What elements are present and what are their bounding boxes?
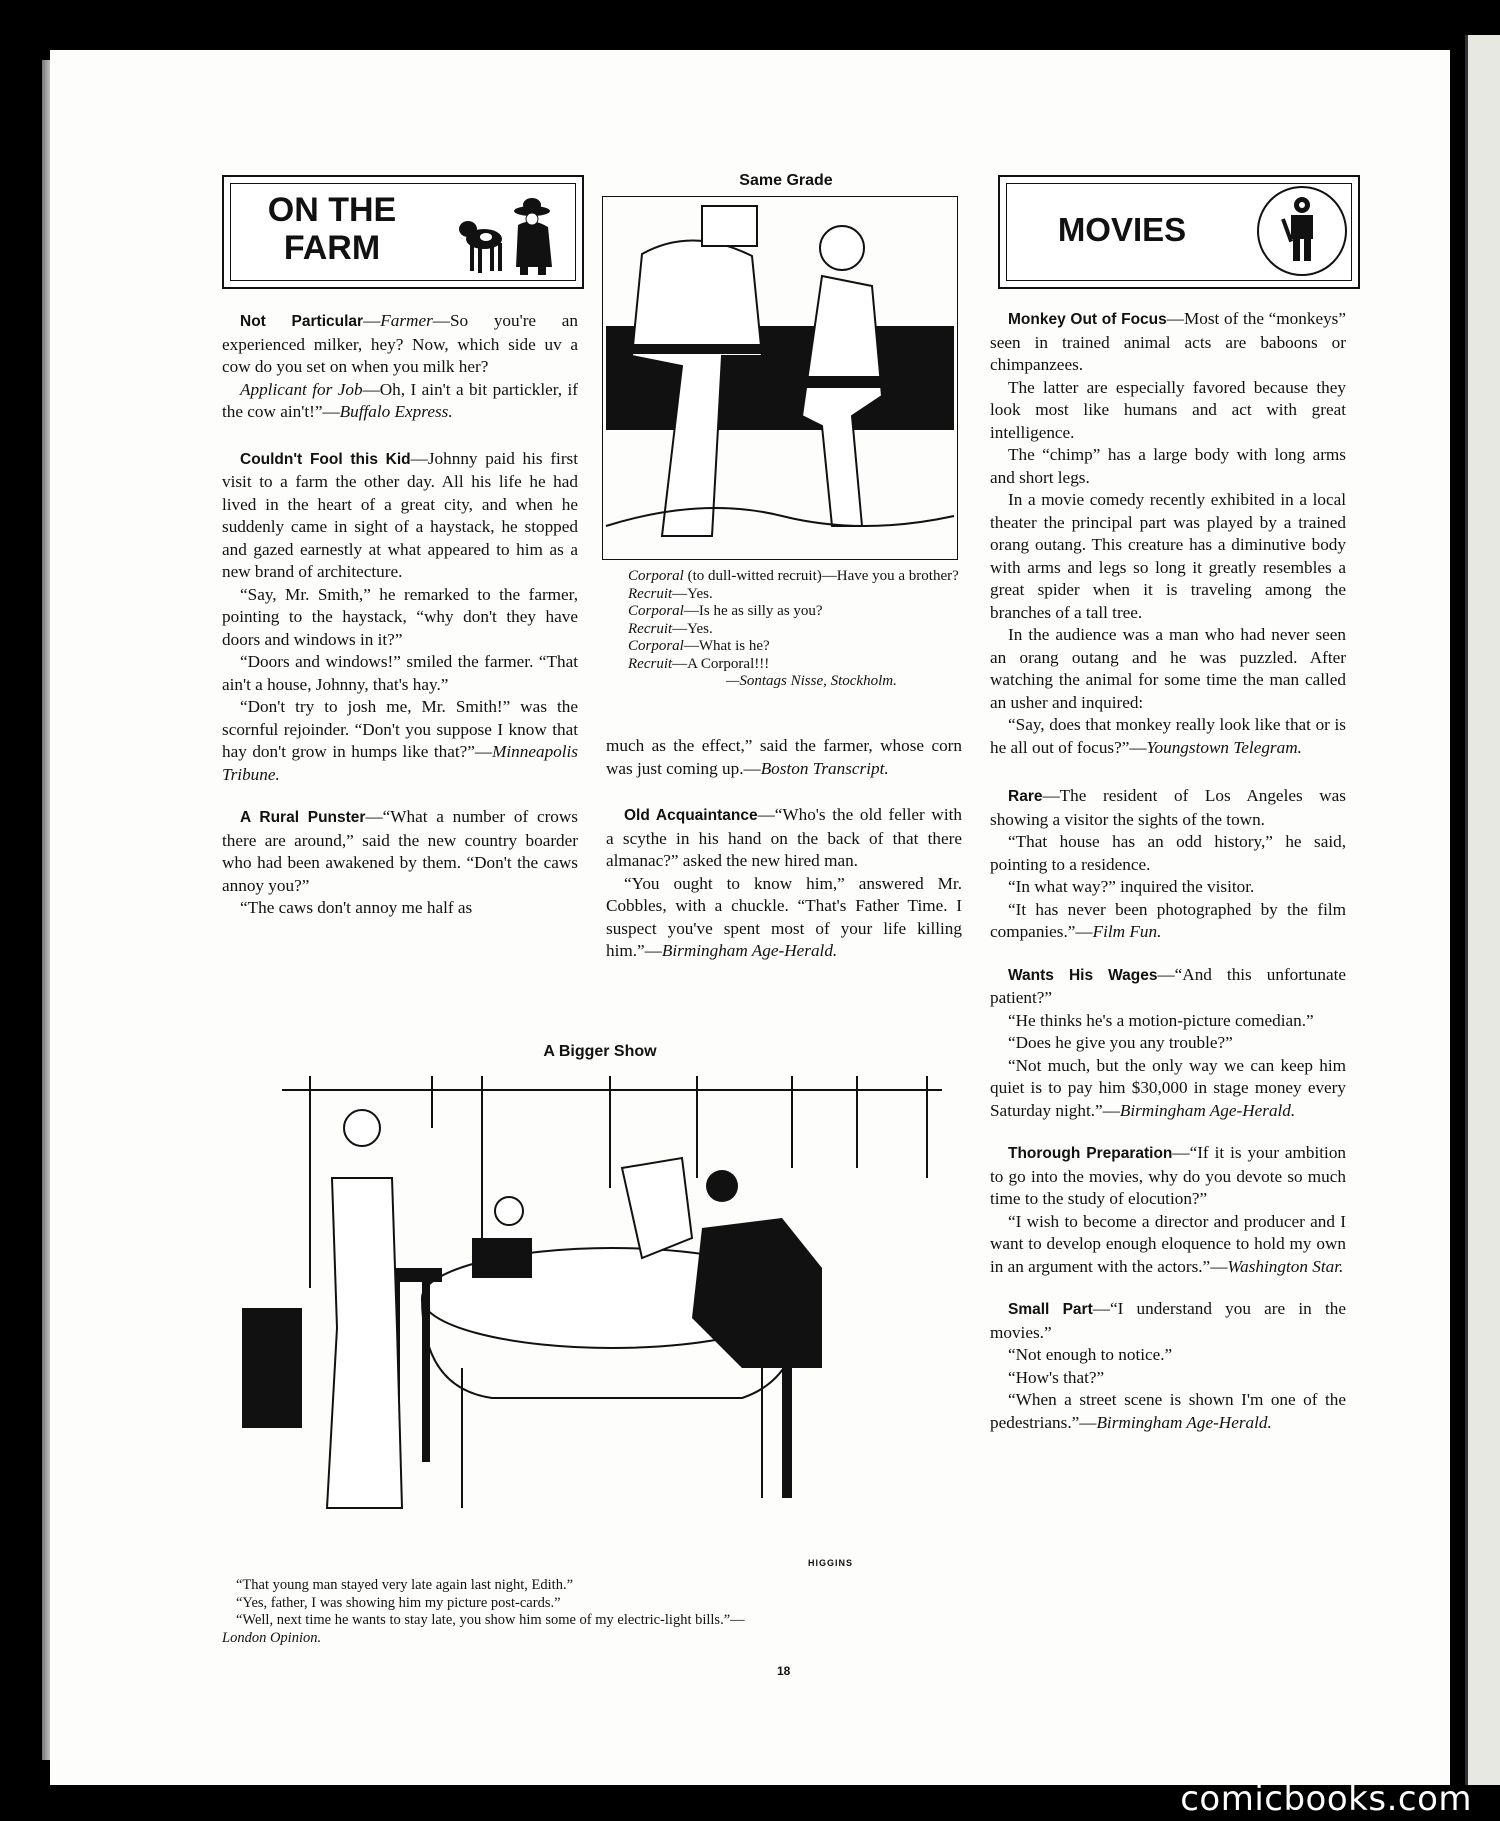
same-grade-title: Same Grade [739, 172, 833, 189]
same-grade-source: —Sontags Nisse, Stockholm. [726, 673, 897, 689]
same-grade-cartoon [602, 196, 958, 560]
bigger-show-cartoon [222, 1068, 957, 1568]
article-small-part: Small Part—“I understand you are in the movies.” [990, 1299, 1346, 1342]
same-grade-caption [606, 568, 966, 691]
left-column: Not Particular—Farmer—So you're an experienced milker, hey? Now, which side uv a cow do you set on when you milk her? Applicant for Job—Oh, I ain't a bit partickler, if the cow ain't!”—Buffalo Express. Couldn't Fool this Kid—Johnny paid his first visit to a farm the other day. All his life he had lived in the heart of a great city, and when he suddenly came in sight of a haystack, he stopped and gazed earnestly at what appeared to him as a new brand of architecture. “Say, Mr. Smith,” he remarked to the farmer, pointing to the haystack, “why don't they have doors and windows in it?” “Doors and windows!” smiled the farmer. “That ain't a house, Johnny, that's hay.” “Don't try to josh me, Mr. Smith!” was the scornful rejoinder. “Don't you suppose I know that hay don't grow in humps like that?”—Minneapolis Tribune. A Rural Punster—“What a number of crows there are around,” said the new country boarder who had been awakened by them. “Don't the caws annoy you?” “The caws don't annoy me half as [222, 311, 579, 917]
bigger-show-line: “That young man stayed very late again last night, Edith.” [236, 1577, 574, 1593]
movie-comedian-icon [1255, 185, 1350, 277]
artist-signature: HIGGINS [808, 1558, 854, 1568]
facing-page-edge [1465, 35, 1500, 1785]
bigger-show-line: “Yes, father, I was showing him my picture post-cards.” [236, 1594, 561, 1611]
article-not-particular: Not Particular—Farmer—So you're an experienced milker, hey? Now, which side uv a cow do you set on when you milk her? [222, 311, 578, 376]
movies-header [998, 175, 1360, 289]
article-couldnt-fool: Couldn't Fool this Kid—Johnny paid his first visit to a farm the other day. All his life he had lived in the heart of a great city, and when he suddenly came in sight of a haystack, he stopped and gazed earnestly at what appeared to him as a new brand of architecture. [222, 448, 579, 581]
same-grade-line: Recruit—A Corporal!!! [628, 655, 770, 672]
article-monkey-out-of-focus: Monkey Out of Focus—Most of the “monkeys” seen in trained animal acts are baboons or chimpanzees. [990, 309, 1346, 374]
bigger-show-source: London Opinion. [222, 1629, 322, 1646]
movies-title: MOVIES [1057, 211, 1187, 248]
article-old-acquaintance: Old Acquaintance—“Who's the old feller with a scythe in his hand on the back of that there almanac?” asked the new hired man. [606, 805, 962, 870]
on-the-farm-title: ON THE FARM [267, 191, 397, 267]
bigger-show-title: A Bigger Show [543, 1043, 657, 1060]
bigger-show-line: “Well, next time he wants to stay late, you show him some of my electric-light bills.”— [236, 1612, 745, 1628]
article-rural-punster: A Rural Punster—“What a number of crows there are around,” said the new country boarder who had been awakened by them. “Don't the caws annoy you?” [222, 807, 578, 895]
same-grade-line: Recruit—Yes. [628, 585, 713, 602]
same-grade-line: Recruit—Yes. [628, 620, 713, 637]
same-grade-line: Corporal—What is he? [628, 638, 770, 654]
page-number: 18 [777, 1664, 791, 1678]
middle-column: much as the effect,” said the farmer, whose corn was just coming up.—Boston Transcript. Old Acquaintance—“Who's the old feller with a scythe in his hand on the back of that there almanac?” asked the new hired man. “You ought to know him,” answered Mr. Cobbles, with a chuckle. “That's Father Time. I suspect you've spent most of your life killing him.”—Birmingham Age-Herald. [606, 736, 962, 960]
article-wants-his-wages: Wants His Wages—“And this unfortunate patient?” [990, 964, 1346, 1007]
on-the-farm-header [222, 175, 584, 289]
article-rare: Rare—The resident of Los Angeles was showing a visitor the sights of the town. [990, 786, 1346, 829]
bigger-show-caption [222, 1577, 962, 1647]
right-column: Monkey Out of Focus—Most of the “monkeys” seen in trained animal acts are baboons or chimpanzees. The latter are especially favored because they look most like humans and act with great intelligence. The “chimp” has a large body with long arms and short legs. In a movie comedy recently exhibited in a local theater the principal part was played by a trained orang outang. This creature has a diminutive body with arms and legs so long it greatly resembles a great spider when it is traveling among the branches of a tall tree. In the audience was a man who had never seen an orang outang and he was puzzled. After watching the animal for some time the man called an usher and inquired: “Say, does that monkey really look like that or is he all out of focus?”—Youngstown Telegram. Rare—The resident of Los Angeles was showing a visitor the sights of the town. “That house has an odd history,” he said, pointing to a residence. “In what way?” inquired the visitor. “It has never been photographed by the film companies.”—Film Fun. Wants His Wages—“And this unfortunate patient?” “He thinks he's a motion-picture comedian.” “Does he give you any trouble?” “Not much, but the only way we can keep him quiet is to pay him $30,000 in stage money every Saturday night.”—Birmingham Age-Herald. Thorough Preparation—“If it is your ambition to go into the movies, why do you devote so much time to the study of elocution?” “I wish to become a director and producer and I want to develop enough eloquence to hold my own in an argument with the actors.”—Washington Star. Small Part—“I understand you are in the movies.” “Not enough to notice.” “How's that?” “When a street scene is shown I'm one of the pedestrians.”—Birmingham Age-Herald. [990, 309, 1347, 1432]
article-thorough-preparation: Thorough Preparation—“If it is your ambition to go into the movies, why do you devote so much time to the study of elocution?” [990, 1143, 1347, 1208]
site-watermark: comicbooks.com [1180, 1779, 1472, 1819]
farmer-and-calf-icon [456, 187, 571, 279]
same-grade-line: Corporal—Is he as silly as you? [628, 603, 823, 619]
same-grade-line: Corporal (to dull-witted recruit)—Have you a brother? [628, 568, 959, 584]
